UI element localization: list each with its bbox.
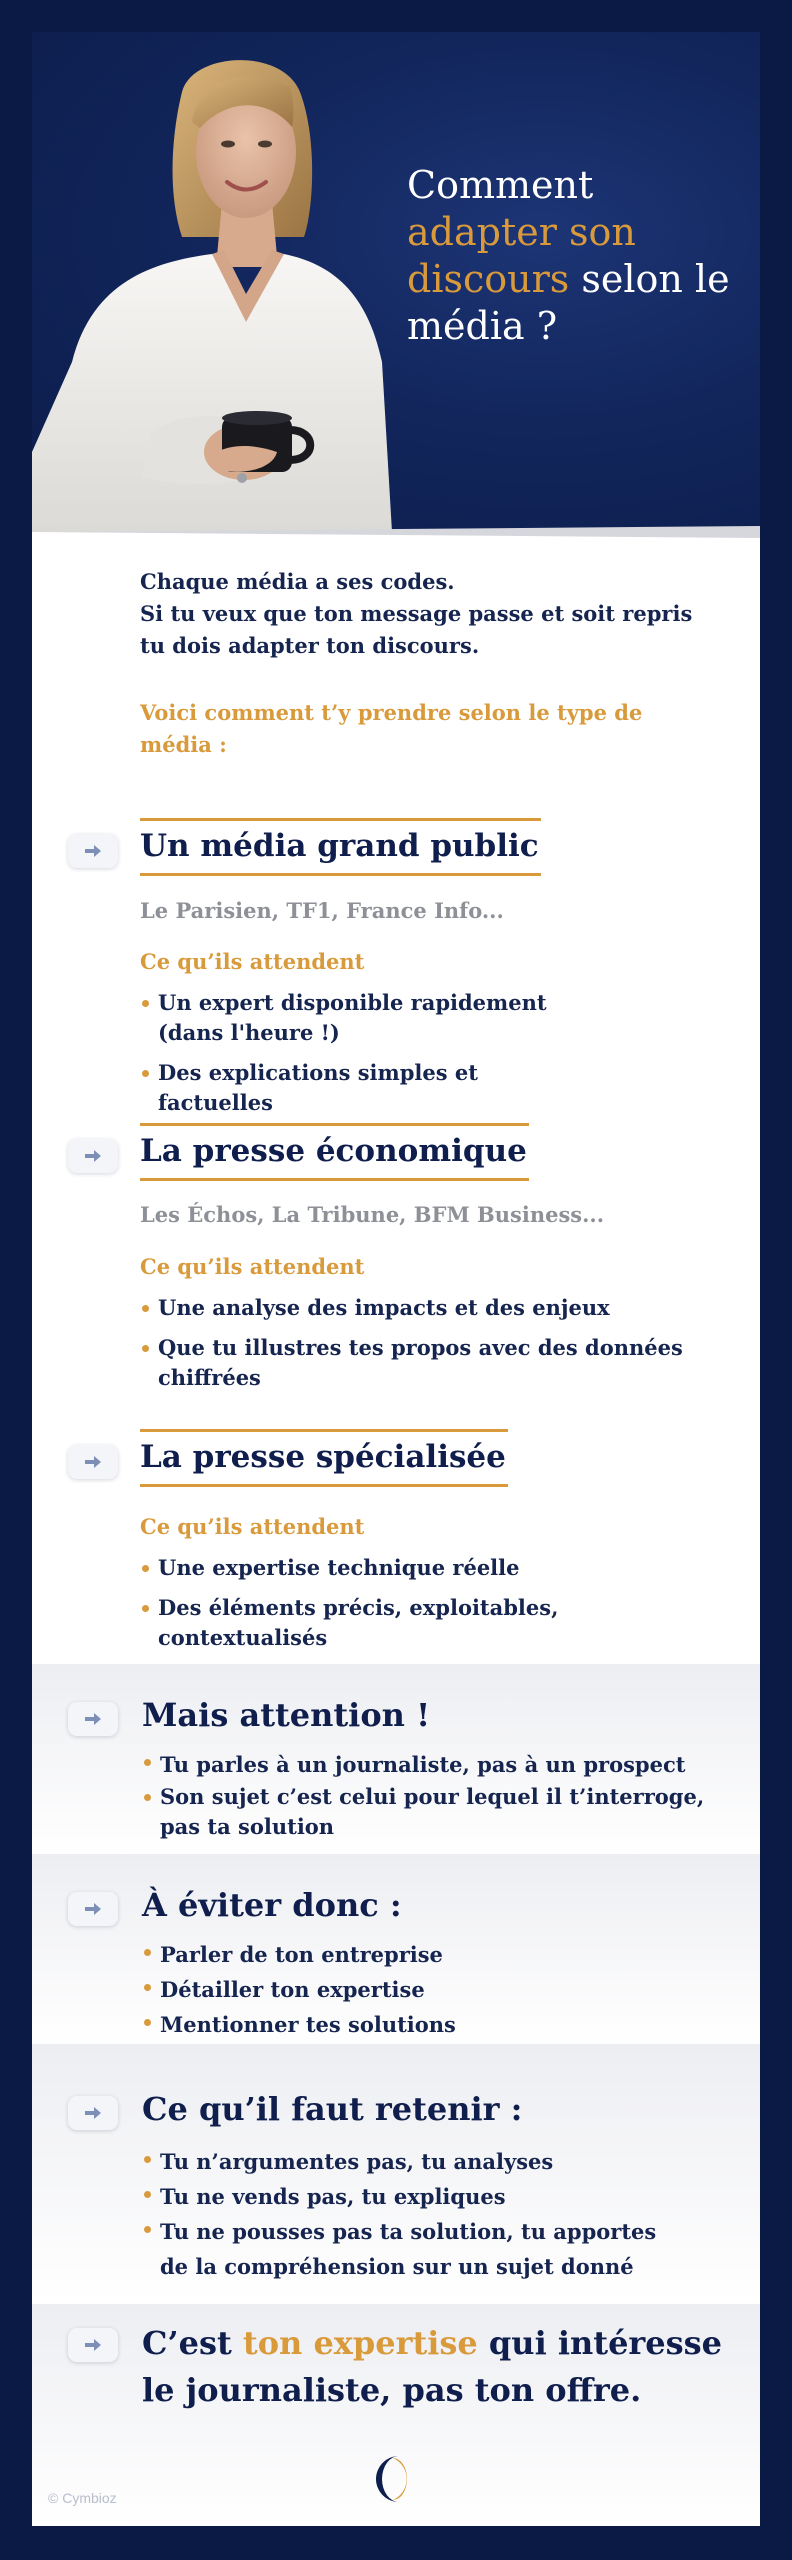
arrow-icon	[68, 834, 118, 868]
band-title-attention: Mais attention !	[142, 1696, 431, 1734]
intro-accent: Voici comment t’y prendre selon le type de média :	[140, 700, 643, 757]
copyright: © Cymbioz	[48, 2490, 117, 2506]
hero-divider	[32, 526, 760, 566]
hero-title-rest: selon le média ?	[407, 257, 730, 348]
hero-title-accent: adapter son discours	[407, 210, 636, 301]
section-examples: Les Échos, La Tribune, BFM Business...	[140, 1202, 605, 1227]
conclusion-before: C’est	[142, 2324, 243, 2362]
intro-line1: Chaque média a ses codes.	[140, 569, 455, 594]
arrow-icon	[68, 2096, 118, 2130]
conclusion-text	[142, 2320, 732, 2414]
band-title-eviter: À éviter donc :	[142, 1886, 402, 1924]
list-item: Des éléments précis, exploitables, contextualisés	[140, 1593, 600, 1653]
section-expect-label: Ce qu’ils attendent	[140, 949, 365, 974]
intro-line2: Si tu veux que ton message passe et soit repris tu dois adapter ton discours.	[140, 601, 693, 658]
section-bullets	[140, 988, 570, 1118]
section-expect-label: Ce qu’ils attendent	[140, 1514, 365, 1539]
intro-text	[140, 566, 700, 662]
section-expect-label: Ce qu’ils attendent	[140, 1254, 365, 1279]
list-item: Détailler ton expertise	[142, 1972, 642, 2007]
infographic-card	[32, 32, 760, 2526]
hero-banner	[32, 32, 760, 532]
section-examples: Le Parisien, TF1, France Info...	[140, 898, 504, 923]
list-item: Son sujet c’est celui pour lequel il t’interroge, pas ta solution	[142, 1782, 722, 1842]
arrow-icon	[68, 1892, 118, 1926]
section-title-presse-economique: La presse économique	[140, 1123, 529, 1181]
arrow-icon	[68, 2328, 118, 2362]
list-item: Parler de ton entreprise	[142, 1937, 642, 1972]
list-item: Un expert disponible rapidement (dans l'heure !)	[140, 988, 570, 1048]
list-item: Tu ne vends pas, tu expliques	[142, 2179, 682, 2214]
band-bullets	[142, 1937, 642, 2042]
section-bullets	[140, 1293, 730, 1393]
list-item: Tu n’argumentes pas, tu analyses	[142, 2144, 682, 2179]
list-item: Des explications simples et factuelles	[140, 1058, 570, 1118]
section-title-presse-specialisee: La presse spécialisée	[140, 1429, 508, 1487]
section-title-grand-public: Un média grand public	[140, 818, 541, 876]
portrait-photo-icon	[32, 32, 392, 532]
arrow-icon	[68, 1445, 118, 1479]
list-item: Que tu illustres tes propos avec des données chiffrées	[140, 1333, 730, 1393]
hero-title	[407, 162, 747, 350]
list-item: Une expertise technique réelle	[140, 1553, 600, 1583]
conclusion-accent: ton expertise	[242, 2324, 478, 2362]
hero-title-line1: Comment	[407, 163, 594, 207]
list-item: Une analyse des impacts et des enjeux	[140, 1293, 730, 1323]
section-bullets	[140, 1553, 600, 1653]
list-item: Mentionner tes solutions	[142, 2007, 642, 2042]
band-bullets	[142, 2144, 682, 2284]
band-title-retenir: Ce qu’il faut retenir :	[142, 2090, 523, 2128]
band-bullets	[142, 1747, 722, 1842]
conclusion-after: qui intéresse le journaliste, pas ton offre.	[142, 2324, 723, 2409]
list-item: Tu parles à un journaliste, pas à un prospect	[142, 1747, 722, 1782]
cymbioz-logo-icon	[369, 2452, 423, 2506]
list-item: Tu ne pousses pas ta solution, tu apportes de la compréhension sur un sujet donné	[142, 2214, 682, 2284]
arrow-icon	[68, 1139, 118, 1173]
arrow-icon	[68, 1702, 118, 1736]
